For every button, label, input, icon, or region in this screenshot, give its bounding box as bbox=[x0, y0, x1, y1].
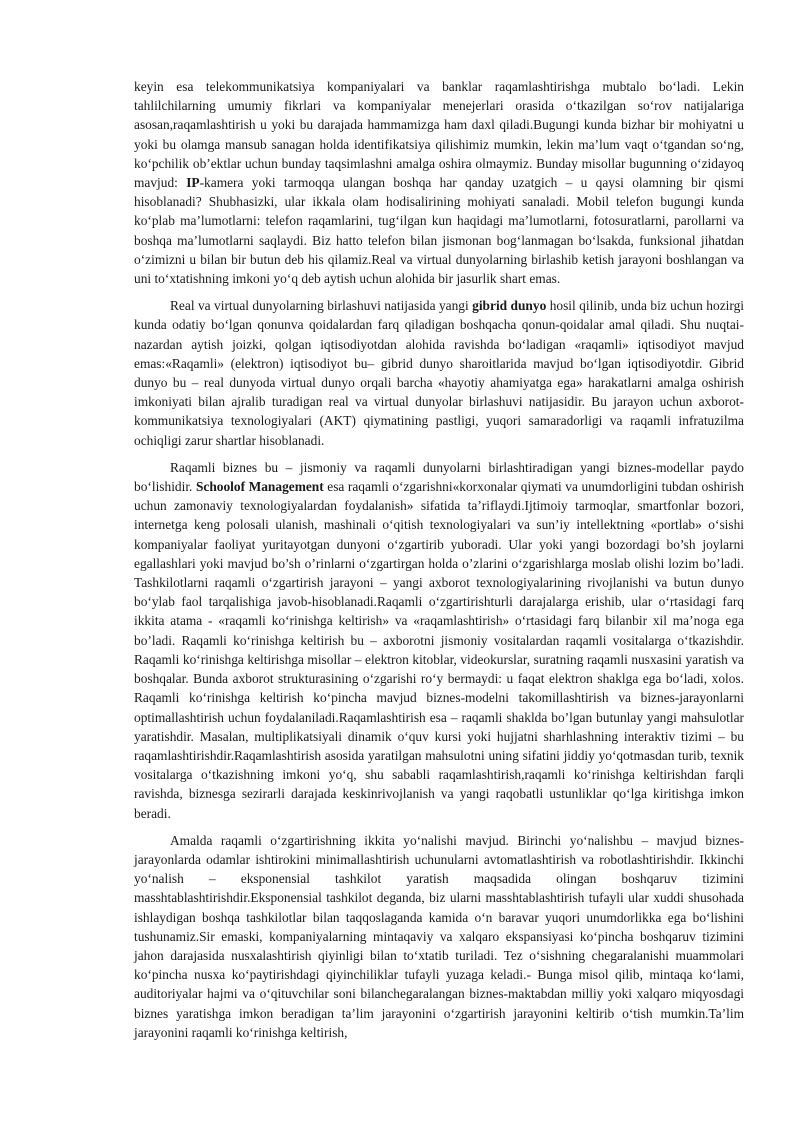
paragraph-1-bold-ip: IP bbox=[186, 175, 200, 191]
paragraph-2-text-b: hosil qilinib, unda biz uchun hozirgi kunda odatiy bo‘lgan qonunva qoidalardan farq qiladigan boshqacha qonun-qoidalar amal qiladi. Shu nuqtai-nazardan aytish joizki, qolgan iqtisodiyotdan alohida ravishda bo‘ladigan «raqamli» iqtisodiyot mavjud emas:«Raqamli» (elektron) iqtisodiyot bu– gibrid dunyo sharoitlarida mavjud bo‘lgan iqtisodiyotdir. Gibrid dunyo bu – real dunyoda virtual dunyo orqali barcha «hayotiy ahamiyatga ega» harakatlarni amalga oshirish imkoniyati bilan ajralib turadigan real va virtual dunyolar birlashuvi natijasidir. Bu jarayon uchun axborot-kommunikatsiya texnologiyalari (AKT) qiymatining pastligi, yuqori samaradorligi va raqamli infratuzilma ochiqligi zarur shartlar hisoblanadi. bbox=[134, 298, 744, 448]
paragraph-3-text-a: Raqamli biznes bu – jismoniy va raqamli dunyolarni birlashtiradigan yangi biznes-modellar paydo bo‘lishidir. bbox=[134, 459, 744, 495]
paragraph-1-text-a: keyin esa telekommunikatsiya kompaniyalari va banklar raqamlashtirishga mubtalo bo‘ladi. Lekin tahlilchilarning umumiy fikrlari va kompaniyalar menejerlari orasida o‘tkazilgan so‘rov natijalariga asosan,raqamlashtirish u yoki bu darajada hammamizga ham daxl qiladi.Bugungi kunda bizhar bir mohiyatni u yoki bu olamga mansub sanagan holda identifikatsiya qilishimiz mumkin, lekin ma’lum vaqt o‘tgandan so‘ng, ko‘pchilik ob’ektlar uchun bunday taqsimlashni amalga oshira olmaymiz. Bunday misollar bugunning o‘zidayoq mavjud: bbox=[134, 79, 744, 191]
paragraph-3 bbox=[134, 458, 744, 823]
paragraph-3-bold-term: Schoolof Management bbox=[195, 479, 324, 495]
paragraph-4-text: Amalda raqamli o‘zgartirishning ikkita yo‘nalishi mavjud. Birinchi yo‘nalishbu – mavjud biznes-jarayonlarda odamlar ishtirokini minimallashtirish uchunularni avtomatlashtirish va robotlashtirishdir. Ikkinchi yo‘nalish – eksponensial tashkilot yaratish maqsadida olingan boshqaruv tizimini masshtablashtirishdir.Eksponensial tashkilot deganda, biz ularni masshtablashtirish tufayli ular xuddi shusohada ishlaydigan boshqa tashkilotlar bilan taqqoslaganda kamida o‘n baravar yuqori unumdorlikka ega bo‘lishini tushunamiz.Sir emaski, kompaniyalarning mintaqaviy va xalqaro ekspansiyasi ko‘pincha boshqaruv tizimini jahon darajasida nusxalashtirish qiyinligi bilan to‘xtatib turiladi. Tez o‘sishning chegaralanishi muammolari ko‘pincha nusxa ko‘paytirishdagi qiyinchiliklar tufayli yuzaga keladi.- Bunga misol qilib, mintaqa ko‘lami, auditoriyalar hajmi va o‘qituvchilar soni bilanchegaralangan biznes-maktabdan milliy yoki xalqaro miqyosdagi biznes yaratishga imkon beradigan ta’lim jarayonini o‘zgartirish jarayonini keltirib o‘tish mumkin.Ta’lim jarayonini raqamli ko‘rinishga keltirish, bbox=[134, 832, 744, 1040]
document-page bbox=[134, 77, 744, 1050]
paragraph-1-text-b: -kamera yoki tarmoqqa ulangan boshqa har qanday uzatgich – u qaysi olamning bir qismi hisoblanadi? Shubhasizki, ular ikkala olam hodisalirining mohiyati sanaladi. Mobil telefon bugungi kunda ko‘plab ma’lumotlarni: telefon raqamlarini, tug‘ilgan kun haqidagi ma’lumotlarni, fotosuratlarni, parollarni va boshqa ma’lumotlarni saqlaydi. Biz hatto telefon bilan jismonan bog‘lanmagan bo‘lsakda, funksional jihatdan o‘zimizni u bilan bir butun deb his qilamiz.Real va virtual dunyolarning birlashib ketish jarayoni boshlangan va uni to‘xtatishning imkoni yo‘q deb aytish uchun alohida bir jasurlik shart emas. bbox=[134, 175, 745, 287]
paragraph-4 bbox=[134, 831, 744, 1042]
paragraph-3-text-b: esa raqamli o‘zgarishni«korxonalar qiymati va unumdorligini tubdan oshirish uchun zamonaviy texnologiyalardan foydalanish» sifatida ta’riflaydi.Ijtimoiy tarmoqlar, smartfonlar bozori, internetga keng polosali ulanish, mashinali o‘qitish texnologiyalari va sun’iy intellektning «portlab» o‘sishi kompaniyalar faoliyat yuritayotgan dunyoni o‘zgartirib yuboradi. Ular yoki yangi bozordagi bo’sh joylarni egallashlari yoki mavjud bo’sh o’rinlarni o‘zgartirgan holda o’zlarini o‘zgarishlarga moslab olishi lozim bo’ladi. Tashkilotlarni raqamli o‘zgartirish jarayoni – yangi axborot texnologiyalarining rivojlanishi va butun dunyo bo‘ylab faol tarqalishiga javob-hisoblanadi.Raqamli o‘zgartirishturli darajalarga erishib, ular o‘rtasidagi farq ikkita atama - «raqamli ko‘rinishga keltirish» va «raqamlashtirish» o‘rtasidagi farq bilanbir xil ma’noga ega bo’ladi. Raqamli ko‘rinishga keltirish bu – axborotni jismoniy vositalardan raqamli vositalarga o‘tkazishdir. Raqamli ko‘rinishga keltirishga misollar – elektron kitoblar, videokurslar, suratning raqamli nusxasini yaratish va boshqalar. Bunda axborot strukturasining o‘zgarishi ro‘y bermaydi: u faqat elektron shaklga ega bo‘ladi, xolos. Raqamli ko‘rinishga keltirish ko‘pincha mavjud biznes-modelni takomillashtirish va biznes-jarayonlarni optimallashtirish uchun foydalaniladi.Raqamlashtirish esa – raqamli shaklda bo’lgan butunlay yangi mahsulotlar yaratishdir. Masalan, multiplikatsiyali dinamik o‘quv kursi yoki hujjatni sharhlashning interaktiv tizimi – bu raqamlashtirishdir.Raqamlashtirish asosida yaratilgan mahsulotni uning sifatini jiddiy yo‘qotmasdan turib, texnik vositalarga o‘tkazishning imkoni yo‘q, shu sababli raqamlashtirish,raqamli ko‘rinishga keltirishdan farqli ravishda, biznesga sezirarli darajada keskinrivojlanish va yangi raqobatli ustunliklar qo‘lga kiritishga imkon beradi. bbox=[134, 479, 744, 821]
paragraph-2 bbox=[134, 296, 744, 450]
paragraph-2-text-a: Real va virtual dunyolarning birlashuvi natijasida yangi bbox=[170, 298, 473, 314]
paragraph-2-bold-term: gibrid dunyo bbox=[472, 298, 547, 314]
paragraph-1 bbox=[134, 77, 744, 288]
